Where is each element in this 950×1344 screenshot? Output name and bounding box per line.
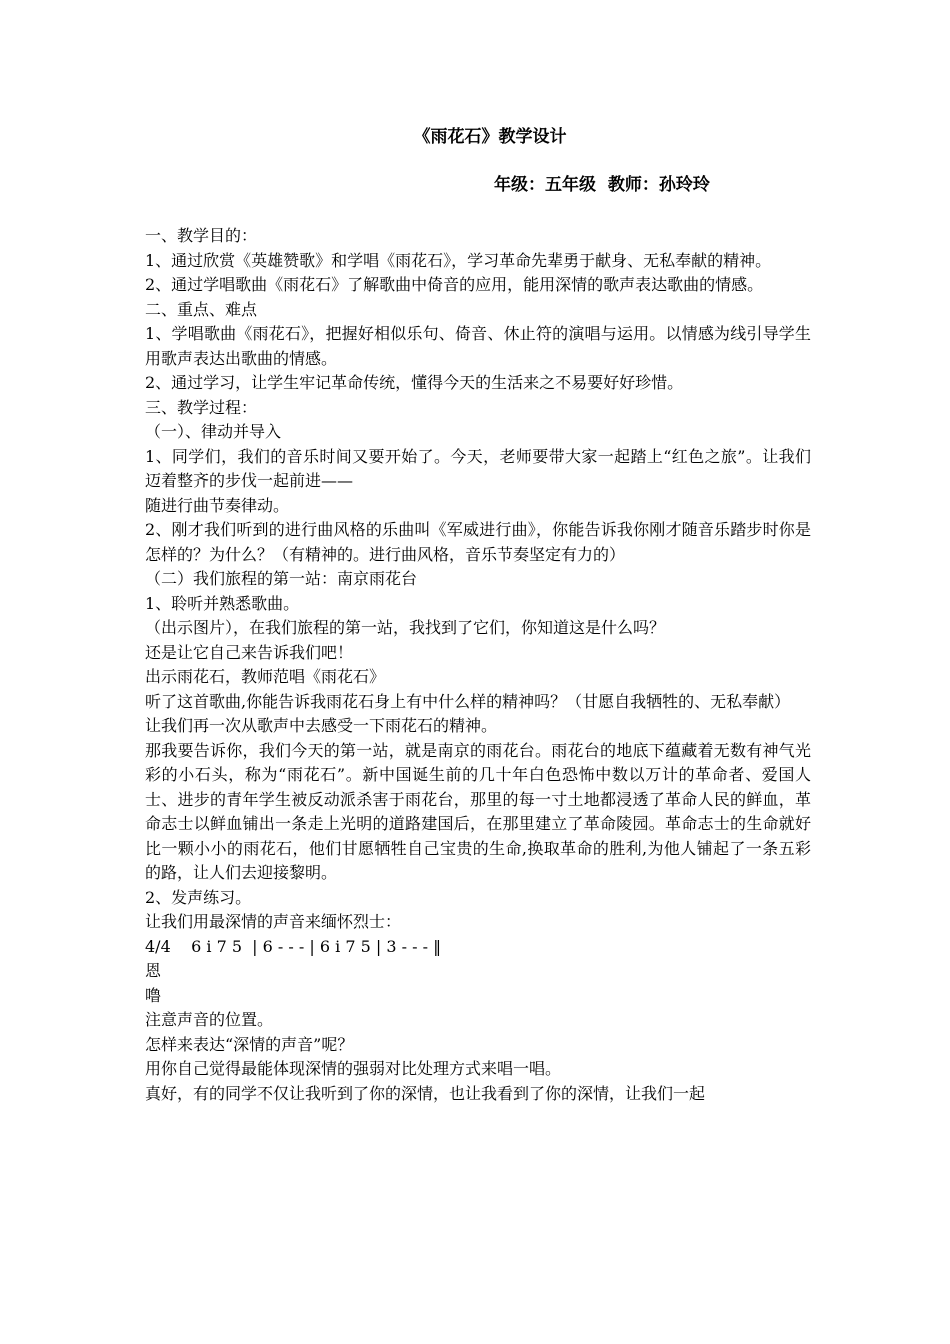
paragraph: 1、通过欣赏《英雄赞歌》和学唱《雨花石》，学习革命先辈勇于献身、无私奉献的精神。 <box>145 250 772 270</box>
subsection-heading: （一）、律动并导入 <box>145 422 282 441</box>
paragraph: 2、通过学习，让学生牢记革命传统，懂得今天的生活来之不易要好好珍惜。 <box>145 373 684 392</box>
document-title: 《雨花石》教学设计 <box>413 127 567 147</box>
music-notation: 4/4 6 i 7 5 | 6 - - - | 6 i 7 5 | 3 - - - ‖ <box>145 936 442 956</box>
paragraph: 那我要告诉你，我们今天的第一站，就是南京的雨花台。雨花台的地底下蕴藏着无数有神气光彩的小石头，称为“雨花石”。新中国诞生前的几十年白色恐怖中数以万计的革命者、爱国人士、进步的青年学生被反动派杀害于雨花台，那里的每一寸土地都浸透了革命人民的鲜血，革命志士以鲜血铺出一条走上光明的道路建国后，在那里建立了革命陵园。革命志士的生命就好比一颗小小的雨花石，他们甘愿牺牲自己宝贵的生命,换取革命的胜利,为他人铺起了一条五彩的路，让人们去迎接黎明。 <box>145 740 811 882</box>
subsection-heading: （二）我们旅程的第一站：南京雨花台 <box>145 569 418 588</box>
paragraph: 2、刚才我们听到的进行曲风格的乐曲叫《军威进行曲》，你能告诉我你刚才随音乐踏步时你是怎样的？为什么？（有精神的。进行曲风格，音乐节奏坚定有力的） <box>145 520 811 564</box>
paragraph: 听了这首歌曲,你能告诉我雨花石身上有中什么样的精神吗？（甘愿自我牺牲的、无私奉献） <box>145 691 791 711</box>
paragraph: 1、同学们，我们的音乐时间又要开始了。今天，老师要带大家一起踏上“红色之旅”。让我们迈着整齐的步伐一起前进—— <box>145 446 811 490</box>
paragraph: 2、发声练习。 <box>145 887 252 907</box>
paragraph: 恩 <box>145 961 162 980</box>
paragraph: 让我们用最深情的声音来缅怀烈士： <box>145 912 402 931</box>
paragraph: 噜 <box>145 985 162 1005</box>
paragraph: 出示雨花石，教师范唱《雨花石》 <box>145 667 386 686</box>
paragraph: （出示图片），在我们旅程的第一站，我找到了它们，你知道这是什么吗？ <box>145 618 666 637</box>
paragraph: 用你自己觉得最能体现深情的强弱对比处理方式来唱一唱。 <box>145 1059 562 1078</box>
paragraph: 还是让它自己来告诉我们吧！ <box>145 642 354 662</box>
grade-teacher-line: 年级：五年级 教师：孙玲玲 <box>494 175 710 195</box>
paragraph: 怎样来表达“深情的声音”呢？ <box>145 1034 354 1054</box>
paragraph: 2、通过学唱歌曲《雨花石》了解歌曲中倚音的应用，能用深情的歌声表达歌曲的情感。 <box>145 275 764 294</box>
section-heading: 三、教学过程： <box>145 397 258 417</box>
paragraph: 1、学唱歌曲《雨花石》，把握好相似乐句、倚音、休止符的演唱与运用。以情感为线引导学生用歌声表达出歌曲的情感。 <box>145 324 811 368</box>
document-body <box>145 224 811 1106</box>
paragraph: 随进行曲节奏律动。 <box>145 495 290 515</box>
section-heading: 二、重点、难点 <box>145 299 258 319</box>
section-heading: 一、教学目的： <box>145 226 258 245</box>
paragraph: 真好，有的同学不仅让我听到了你的深情，也让我看到了你的深情，让我们一起 <box>145 1083 706 1103</box>
paragraph: 1、聆听并熟悉歌曲。 <box>145 593 300 613</box>
paragraph: 让我们再一次从歌声中去感受一下雨花石的精神。 <box>145 716 498 735</box>
paragraph: 注意声音的位置。 <box>145 1010 274 1029</box>
